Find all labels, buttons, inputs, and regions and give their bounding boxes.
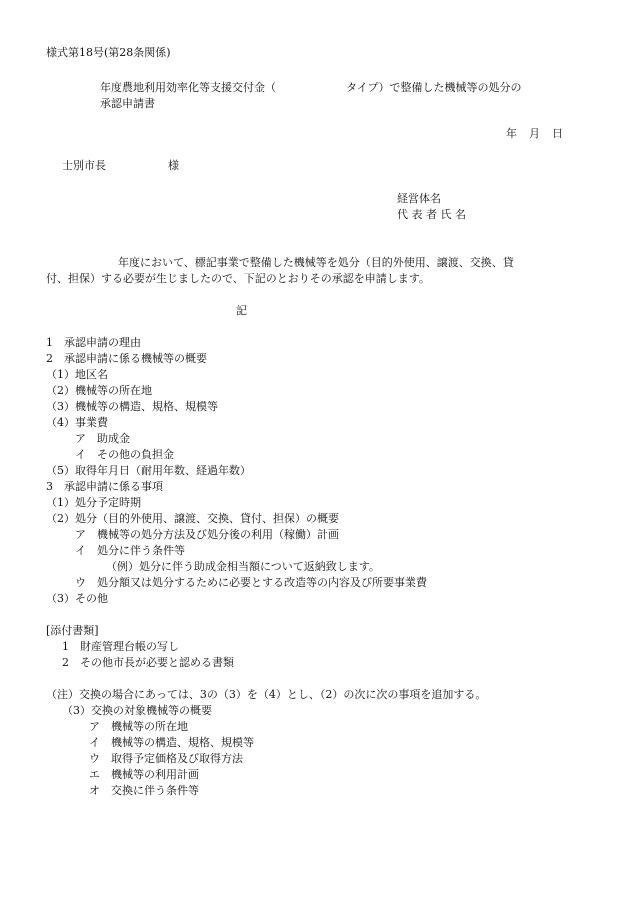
list-item: ウ 処分額又は処分するために必要とする改造等の内容及び所要事業費 bbox=[75, 576, 427, 589]
note-sub-header: （3）交換の対象機械等の概要 bbox=[62, 704, 212, 717]
list-item: 2 承認申請に係る機械等の概要 bbox=[46, 352, 207, 365]
list-item: （2）処分（目的外使用、譲渡、交換、貸付、担保）の概要 bbox=[46, 512, 339, 525]
list-item: （4）事業費 bbox=[46, 416, 108, 429]
note-item: エ 機械等の利用計画 bbox=[89, 768, 199, 781]
note-item: オ 交換に伴う条件等 bbox=[89, 784, 199, 797]
note-item: イ 機械等の構造、規格、規模等 bbox=[89, 736, 254, 749]
body-text-line-2: 付、担保）する必要が生じましたので、下記のとおりその承認を申請します。 bbox=[46, 272, 430, 285]
list-item: イ その他の負担金 bbox=[75, 448, 174, 461]
addressee-name: 士別市長 bbox=[62, 159, 106, 172]
attachments-header: [添付書類] bbox=[46, 624, 99, 637]
date-year-label: 年 bbox=[506, 127, 517, 140]
list-item: 1 承認申請の理由 bbox=[46, 336, 141, 349]
body-text-line-1: 年度において、標記事業で整備した機械等を処分（目的外使用、譲渡、交換、貸 bbox=[118, 256, 514, 269]
applicant-representative-label: 代 表 者 氏 名 bbox=[397, 208, 466, 221]
note-main: （注）交換の場合にあっては、3の（3）を（4）とし、（2）の次に次の事項を追加する。 bbox=[46, 688, 487, 701]
attachment-item: 1 財産管理台帳の写し bbox=[62, 640, 179, 653]
attachment-item: 2 その他市長が必要と認める書類 bbox=[62, 656, 234, 669]
title-text-b: タイプ）で整備した機械等の処分の bbox=[346, 81, 522, 94]
addressee-honorific: 様 bbox=[168, 159, 179, 172]
list-item: （5）取得年月日（耐用年数、経過年数） bbox=[46, 464, 251, 477]
ki-heading: 記 bbox=[236, 304, 247, 317]
note-item: ウ 取得予定価格及び取得方法 bbox=[89, 752, 243, 765]
date-month-label: 月 bbox=[529, 127, 540, 140]
list-item: （3）その他 bbox=[46, 592, 108, 605]
list-item: （3）機械等の構造、規格、規模等 bbox=[46, 400, 218, 413]
list-item: 3 承認申請に係る事項 bbox=[46, 480, 163, 493]
list-item: （1）地区名 bbox=[46, 368, 108, 381]
date-line bbox=[506, 127, 563, 141]
date-day-label: 日 bbox=[552, 127, 563, 140]
document-title-line-1 bbox=[100, 81, 522, 95]
document-title-line-2: 承認申請書 bbox=[100, 97, 155, 110]
list-item: ア 助成金 bbox=[75, 432, 130, 445]
list-item: ア 機械等の処分方法及び処分後の利用（稼働）計画 bbox=[75, 528, 339, 541]
list-item: （1）処分予定時期 bbox=[46, 496, 141, 509]
note-item: ア 機械等の所在地 bbox=[89, 720, 188, 733]
list-item: （例）処分に伴う助成金相当額について返納致します。 bbox=[106, 560, 380, 573]
applicant-entity-label: 経営体名 bbox=[397, 192, 441, 205]
addressee-line bbox=[62, 159, 179, 173]
list-item: イ 処分に伴う条件等 bbox=[75, 544, 185, 557]
title-text-a: 年度農地利用効率化等支援交付金（ bbox=[100, 81, 276, 94]
form-number: 様式第18号(第28条関係) bbox=[46, 46, 171, 59]
list-item: （2）機械等の所在地 bbox=[46, 384, 152, 397]
